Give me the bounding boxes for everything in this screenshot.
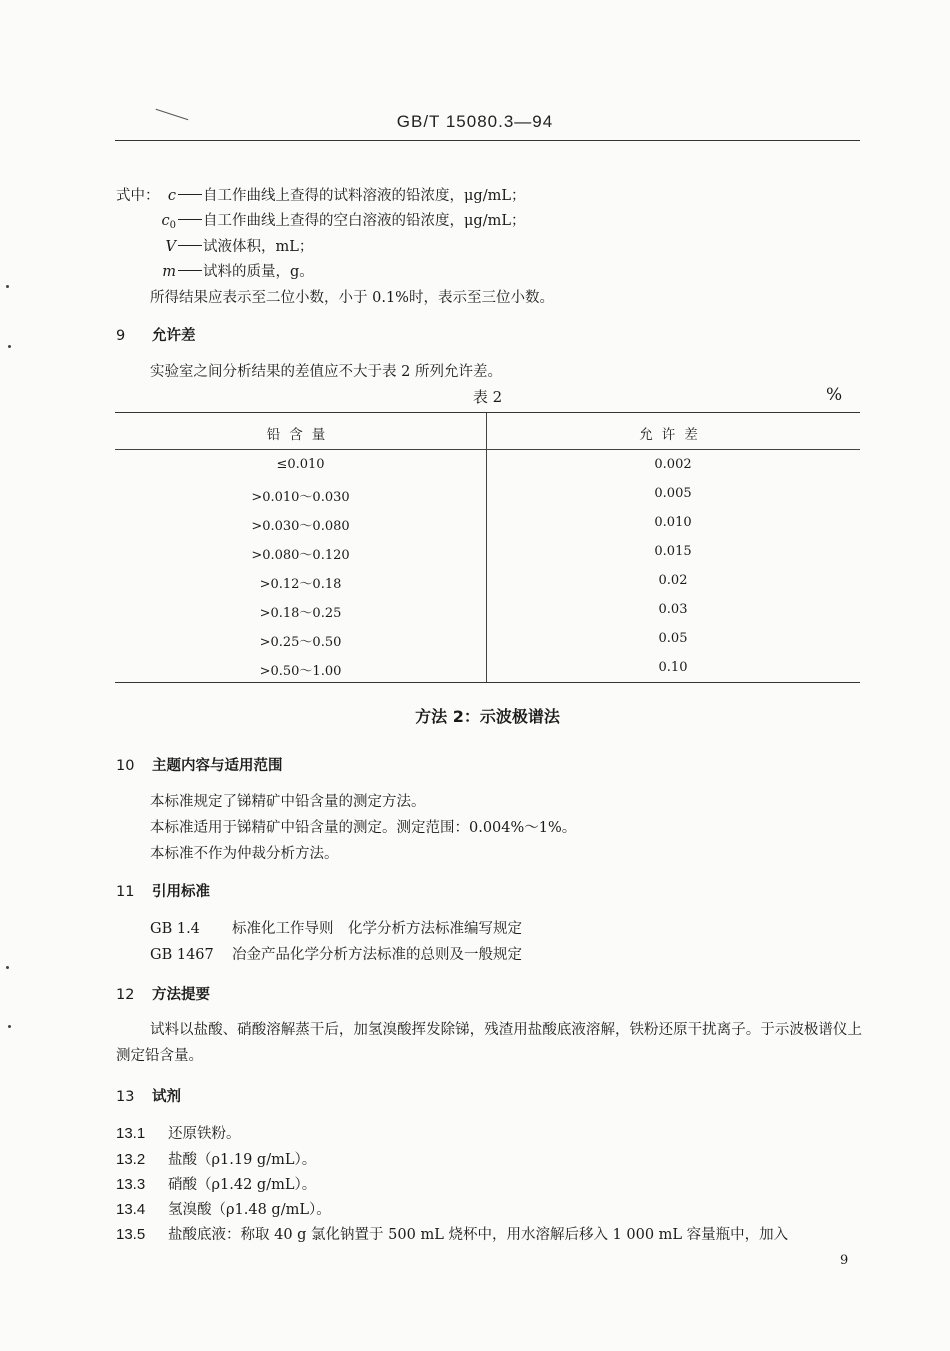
table-cell-tolerance: 0.10 bbox=[658, 660, 688, 675]
section-13-heading: 13 试剂 bbox=[116, 1089, 181, 1105]
table-cell-lead: >0.18～0.25 bbox=[259, 606, 342, 621]
section-12-heading: 12 方法提要 bbox=[116, 987, 210, 1003]
section-9-heading: 9 允许差 bbox=[116, 328, 196, 344]
method-2-title: 方法 2：示波极谱法 bbox=[415, 707, 560, 726]
section-10-line: 本标准适用于锑精矿中铅含量的测定。测定范围：0.004%～1%。 bbox=[150, 820, 577, 836]
table-unit: % bbox=[826, 385, 843, 405]
scan-speck bbox=[8, 1025, 11, 1028]
legend-item-c0 bbox=[126, 209, 525, 231]
table-cell-tolerance: 0.005 bbox=[654, 486, 692, 501]
table-bottom-rule bbox=[115, 682, 860, 683]
legend-item-m bbox=[126, 260, 314, 281]
section-10-heading: 10 主题内容与适用范围 bbox=[116, 758, 283, 774]
reference-code: GB 1467 bbox=[150, 947, 214, 963]
reagent-item: 13.2 盐酸（ρ1.19 g/mL）。 bbox=[116, 1151, 317, 1168]
legend-symbol: m bbox=[162, 264, 176, 280]
table-cell-tolerance: 0.010 bbox=[654, 515, 692, 530]
table-cell-tolerance: 0.03 bbox=[658, 602, 688, 617]
table-row bbox=[115, 538, 860, 567]
table-row bbox=[115, 596, 860, 625]
table-cell-tolerance: 0.002 bbox=[654, 457, 692, 472]
table-cell-lead: >0.010～0.030 bbox=[251, 490, 350, 505]
table-row bbox=[115, 567, 860, 596]
reagent-item: 13.3 硝酸（ρ1.42 g/mL）。 bbox=[116, 1176, 317, 1193]
table-row bbox=[115, 625, 860, 654]
section-12-paragraph: 试料以盐酸、硝酸溶解蒸干后，加氢溴酸挥发除锑，残渣用盐酸底液溶解，铁粉还原干扰离子。于示波极谱仪上测定铅含量。 bbox=[116, 1022, 862, 1064]
legend-symbol: c bbox=[167, 188, 176, 204]
section-11-heading: 11 引用标准 bbox=[116, 884, 210, 900]
reagent-item: 13.4 氢溴酸（ρ1.48 g/mL）。 bbox=[116, 1201, 331, 1218]
table-cell-lead: >0.25～0.50 bbox=[259, 635, 342, 650]
legend-text: 自工作曲线上查得的试料溶液的铅浓度，μg/mL； bbox=[203, 188, 526, 204]
legend-item-v bbox=[126, 235, 313, 256]
legend-text: 试料的质量，g。 bbox=[203, 264, 314, 280]
legend-item-c bbox=[126, 184, 525, 205]
reference-title: 冶金产品化学分析方法标准的总则及一般规定 bbox=[232, 947, 522, 963]
table-row bbox=[115, 451, 860, 480]
scan-speck bbox=[6, 285, 9, 288]
result-precision-note: 所得结果应表示至二位小数，小于 0.1%时，表示至三位小数。 bbox=[150, 290, 554, 306]
table-row bbox=[115, 654, 860, 683]
table-cell-tolerance: 0.015 bbox=[654, 544, 692, 559]
legend-symbol: $c_0$ bbox=[161, 213, 176, 231]
table-caption: 表 2 bbox=[472, 388, 503, 406]
reference-item bbox=[150, 943, 522, 964]
scan-speck bbox=[6, 966, 9, 969]
standard-code-header: GB/T 15080.3—94 bbox=[396, 112, 554, 131]
table-cell-lead: >0.12～0.18 bbox=[259, 577, 342, 592]
reagent-item: 13.5 盐酸底液：称取 40 g 氯化钠置于 500 mL 烧杯中，用水溶解后移入 1 000 mL 容量瓶中，加入 bbox=[116, 1226, 789, 1243]
table-cell-lead: >0.080～0.120 bbox=[251, 548, 350, 563]
table-cell-lead: ≤0.010 bbox=[276, 457, 325, 472]
section-10-line: 本标准规定了锑精矿中铅含量的测定方法。 bbox=[150, 794, 426, 810]
table-cell-tolerance: 0.02 bbox=[658, 573, 688, 588]
reagent-item: 13.1 还原铁粉。 bbox=[116, 1125, 241, 1142]
table-cell-lead: >0.50～1.00 bbox=[259, 664, 342, 679]
page-number: 9 bbox=[840, 1253, 849, 1268]
table-header-rule bbox=[115, 449, 860, 450]
table-header-tolerance: 允许差 bbox=[639, 427, 707, 443]
legend-text: 自工作曲线上查得的空白溶液的铅浓度，μg/mL； bbox=[203, 213, 526, 229]
legend-text: 试液体积，mL； bbox=[203, 239, 314, 255]
reference-item bbox=[150, 917, 522, 938]
table-header-lead-content: 铅含量 bbox=[266, 427, 335, 443]
reference-title: 标准化工作导则 化学分析方法标准编写规定 bbox=[232, 921, 522, 937]
table-cell-tolerance: 0.05 bbox=[658, 631, 688, 646]
table-row bbox=[115, 509, 860, 538]
legend-symbol: V bbox=[165, 239, 176, 255]
section-9-text: 实验室之间分析结果的差值应不大于表 2 所列允许差。 bbox=[150, 364, 502, 380]
section-10-line: 本标准不作为仲裁分析方法。 bbox=[150, 846, 339, 862]
table-row bbox=[115, 480, 860, 509]
scan-speck bbox=[8, 345, 11, 348]
legend-intro: 式中： bbox=[116, 188, 160, 204]
reference-code: GB 1.4 bbox=[150, 921, 200, 937]
table-cell-lead: >0.030～0.080 bbox=[251, 519, 350, 534]
header-rule bbox=[115, 140, 860, 141]
table-top-rule bbox=[115, 412, 860, 413]
